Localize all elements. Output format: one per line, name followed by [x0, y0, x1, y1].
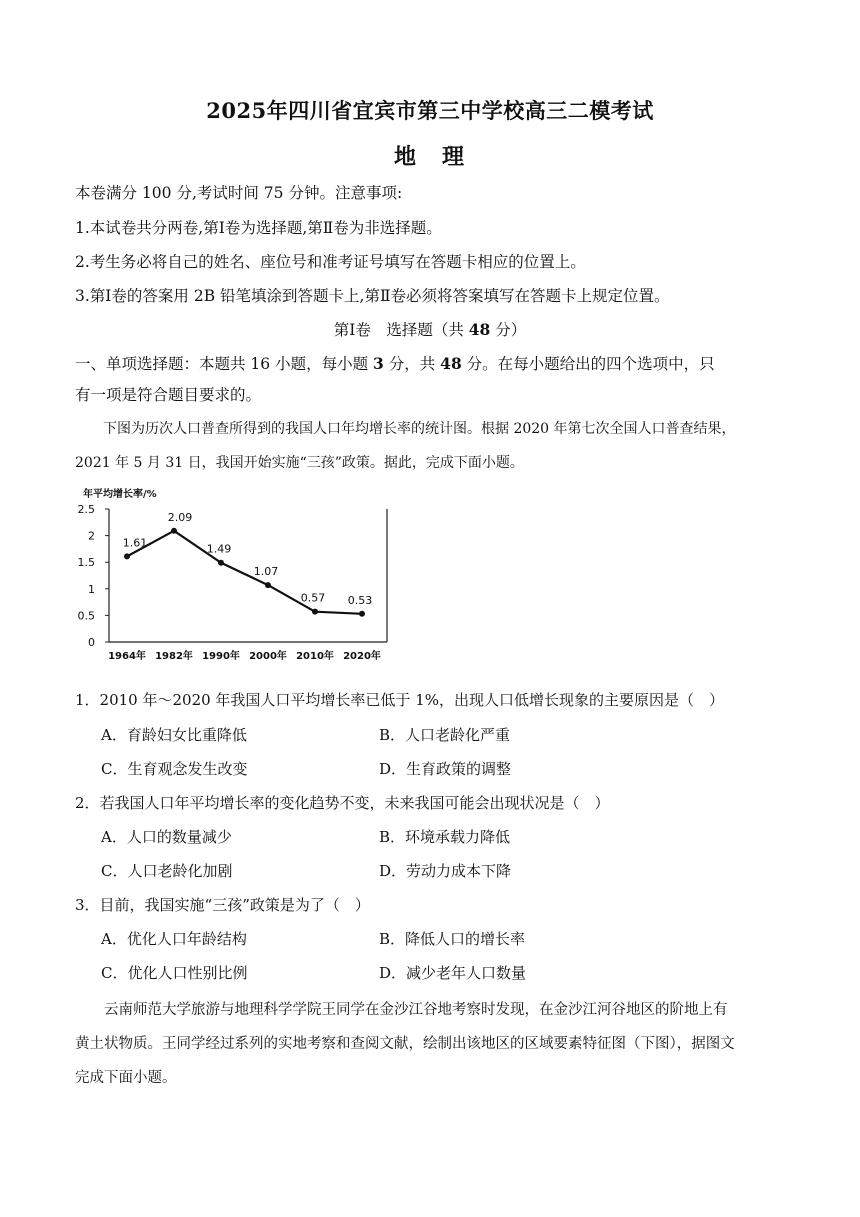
- q3-option-b[interactable]: B．降低人口的增长率: [379, 930, 526, 948]
- population-growth-chart: [75, 482, 395, 667]
- y-tick-label: 0: [88, 636, 95, 649]
- data-point: [218, 560, 224, 566]
- material2-line3: 完成下面小题。: [75, 1070, 177, 1086]
- q1-option-b[interactable]: B．人口老龄化严重: [379, 726, 511, 744]
- section-instructions-line2: 有一项是符合题目要求的。: [75, 386, 262, 404]
- q1-option-c[interactable]: C．生育观念发生改变: [101, 760, 248, 778]
- y-tick-label: 1.5: [77, 556, 95, 570]
- series-line: [127, 531, 362, 614]
- data-label: 2.09: [167, 510, 193, 524]
- exam-subject: 地 理: [393, 144, 466, 170]
- material1-line2: 2021 年 5 月 31 日，我国开始实施“三孩”政策。据此，完成下面小题。: [75, 455, 524, 471]
- x-tick-label: 1964年: [108, 651, 146, 662]
- x-tick-label: 1982年: [155, 651, 193, 662]
- y-tick-label: 1: [88, 582, 95, 596]
- y-tick-label: 2.5: [77, 503, 95, 516]
- data-point: [171, 528, 177, 534]
- data-label: 1.49: [206, 542, 232, 556]
- section-instructions: [75, 352, 715, 374]
- intro-line-0: 本卷满分 100 分,考试时间 75 分钟。注意事项:: [75, 184, 403, 202]
- data-label: 0.57: [300, 591, 326, 605]
- chart-series: [127, 531, 362, 614]
- data-point: [312, 609, 318, 615]
- section-title: [0, 318, 860, 340]
- q2-option-a[interactable]: A．人口的数量减少: [101, 828, 232, 846]
- data-point: [124, 553, 130, 559]
- material1-line1: 下图为历次人口普查所得到的我国人口年均增长率的统计图。根据 2020 年第七次全国人口普查结果，: [75, 421, 736, 437]
- intro-line-3: 3.第Ⅰ卷的答案用 2B 铅笔填涂到答题卡上,第Ⅱ卷必须将答案填写在答题卡上规定位置。: [75, 287, 670, 305]
- q1-option-a[interactable]: A．育龄妇女比重降低: [101, 726, 247, 744]
- data-point: [265, 582, 271, 588]
- x-tick-label: 2010年: [296, 651, 334, 662]
- chart-points: [124, 528, 365, 617]
- material2-line2: 黄土状物质。王同学经过系列的实地考察和查阅文献，绘制出该地区的区域要素特征图（下图），据图文: [75, 1036, 735, 1052]
- y-tick-label: 2: [88, 529, 95, 543]
- q3-option-d[interactable]: D．减少老年人口数量: [379, 964, 527, 982]
- q2-option-d[interactable]: D．劳动力成本下降: [379, 862, 512, 880]
- chart-yticks: [78, 503, 110, 649]
- data-label: 0.53: [347, 593, 373, 607]
- q3-option-a[interactable]: A．优化人口年龄结构: [101, 930, 247, 948]
- q1-option-d[interactable]: D．生育政策的调整: [379, 760, 512, 778]
- section-title-c: 分）: [490, 321, 527, 339]
- data-label: 1.07: [253, 565, 279, 579]
- x-tick-label: 1990年: [202, 651, 240, 662]
- exam-title: 2025年四川省宜宾市第三中学校高三二模考试: [206, 98, 654, 123]
- instr-a: 一、单项选择题：本题共 16 小题，每小题: [75, 355, 374, 373]
- chart-ylabel: 年平均增长率/%: [83, 489, 157, 500]
- question-1-stem: 1．2010 年～2020 年我国人口平均增长率已低于 1%，出现人口低增长现象的主要原因是（ ）: [75, 691, 724, 709]
- question-2-stem: 2．若我国人口年平均增长率的变化趋势不变，未来我国可能会出现状况是（ ）: [75, 794, 610, 812]
- data-point: [359, 611, 365, 617]
- intro-line-1: 1.本试卷共分两卷,第Ⅰ卷为选择题,第Ⅱ卷为非选择题。: [75, 219, 442, 237]
- chart-value-labels: [123, 511, 373, 607]
- section-title-a: 第Ⅰ卷 选择题（共: [333, 321, 469, 339]
- material2-line1: 云南师范大学旅游与地理科学学院王同学在金沙江谷地考察时发现，在金沙江河谷地区的阶地上有: [75, 1002, 728, 1018]
- instr-d: 48: [440, 354, 462, 373]
- y-tick-label: 0.5: [77, 609, 95, 623]
- chart-xticks: [108, 649, 381, 662]
- data-label: 1.61: [122, 536, 148, 550]
- section-title-b: 48: [468, 320, 491, 339]
- q2-option-c[interactable]: C．人口老龄化加剧: [101, 862, 233, 880]
- instr-b: 3: [373, 354, 384, 373]
- instr-e: 分。在每小题给出的四个选项中，只: [461, 355, 715, 373]
- q3-option-c[interactable]: C．优化人口性别比例: [101, 964, 248, 982]
- instr-c: 分，共: [383, 355, 441, 373]
- x-tick-label: 2000年: [249, 651, 287, 662]
- x-tick-label: 2020年: [343, 651, 381, 662]
- question-3-stem: 3．目前，我国实施“三孩”政策是为了（ ）: [75, 896, 370, 914]
- intro-line-2: 2.考生务必将自己的姓名、座位号和准考证号填写在答题卡相应的位置上。: [75, 253, 586, 271]
- q2-option-b[interactable]: B．环境承载力降低: [379, 828, 511, 846]
